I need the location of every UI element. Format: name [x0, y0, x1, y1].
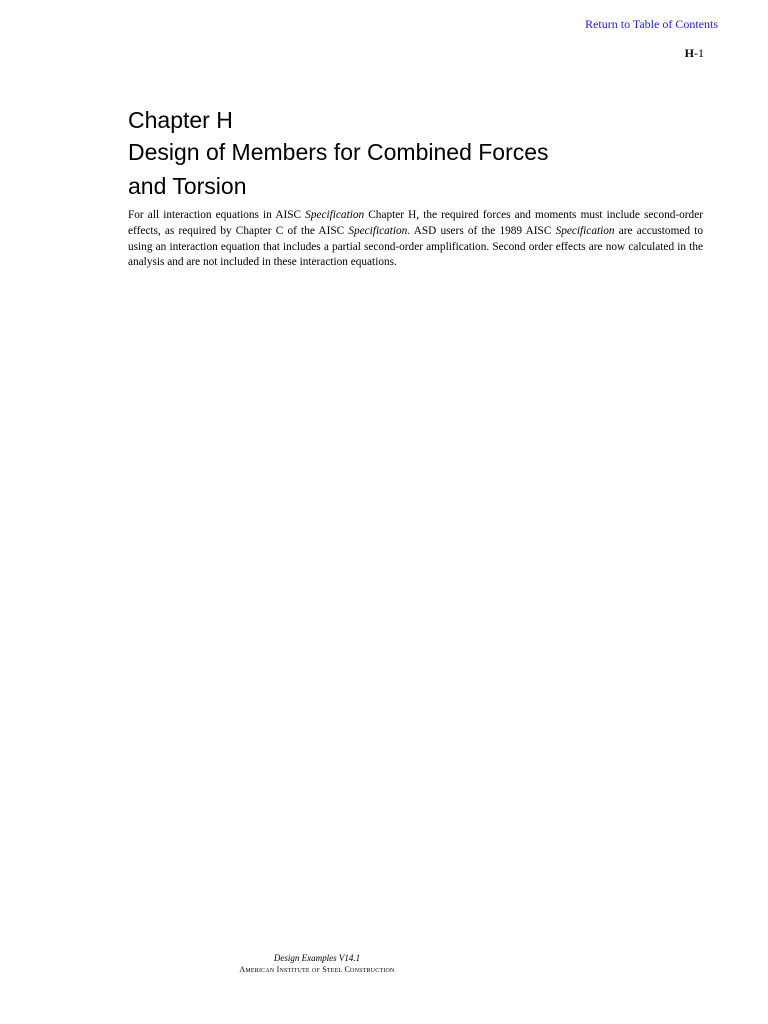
intro-text-part2: Chapter H, the required forces and moments must include second-order effects, as required by Chapter C of the AISC	[128, 209, 703, 237]
specification-term: Specification	[555, 224, 615, 237]
return-to-toc-link[interactable]: Return to Table of Contents	[585, 17, 718, 31]
intro-text-part1: For all interaction equations in AISC	[128, 209, 306, 221]
intro-text-part3: . ASD users of the 1989 AISC	[407, 224, 556, 237]
page-number	[685, 46, 704, 61]
specification-term: Specification	[348, 224, 408, 237]
page-number-prefix: H	[684, 46, 694, 60]
intro-paragraph	[128, 208, 703, 271]
chapter-title-line2: and Torsion	[128, 173, 247, 199]
footer-edition: Design Examples V14.1	[273, 953, 361, 963]
page-number-suffix: -1	[694, 46, 704, 60]
chapter-title-line1: Design of Members for Combined Forces	[128, 139, 549, 165]
chapter-label: Chapter H	[128, 107, 233, 133]
chapter-heading	[128, 104, 708, 202]
intro-text-part4: are accustomed to using an interaction equation that includes a partial second-order amplification. Second order effects are now calculated in the analysis and are not included in these interaction equations.	[128, 224, 703, 269]
footer-organization: American Institute of Steel Construction	[239, 965, 395, 974]
specification-term: Specification	[305, 209, 365, 221]
page-footer	[0, 952, 634, 976]
